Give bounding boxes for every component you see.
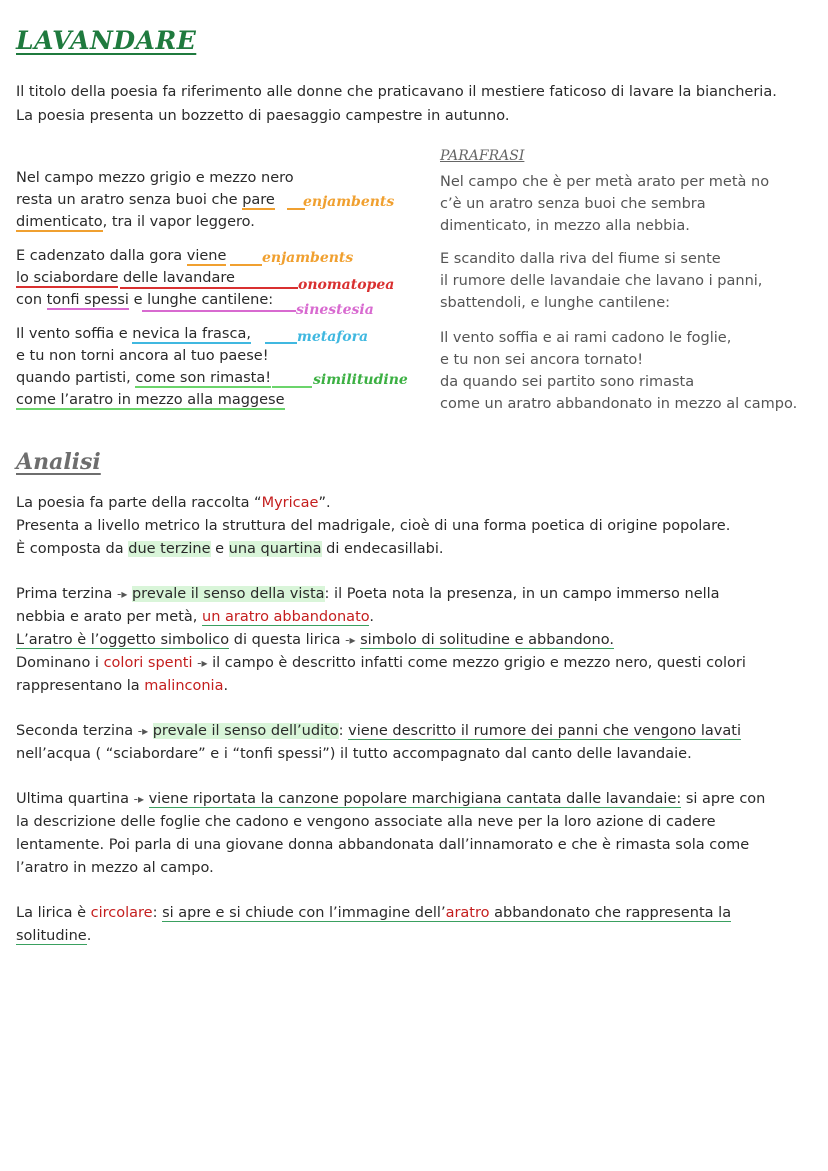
- figure-onomatopea: onomatopea: [298, 277, 395, 293]
- analysis-paragraph-3: Seconda terzina -▸ prevale il senso dell’udito: viene descritto il rumore dei panni che vengono lavati nell’acqua ( “sciabordare” e i “tonfi spessi”) il tutto accompagnato dal canto delle lavandaie.: [16, 723, 741, 762]
- poem-line: E cadenzato dalla gora viene: [16, 248, 227, 264]
- connector: [142, 310, 296, 312]
- figure-enjambents-2: enjambents: [262, 250, 354, 266]
- poem-line: Il vento soffia e nevica la frasca,: [16, 326, 251, 342]
- paraphrase-line: dimenticato, in mezzo alla nebbia.: [440, 218, 690, 234]
- paraphrase-line: E scandito dalla riva del fiume si sente: [440, 251, 721, 267]
- arrow-icon: -▸: [137, 724, 149, 738]
- figure-enjambents-1: enjambents: [303, 194, 395, 210]
- poem-line: Nel campo mezzo grigio e mezzo nero: [16, 170, 294, 186]
- arrow-icon: -▸: [345, 633, 356, 647]
- analysis-title: Analisi: [16, 449, 101, 475]
- poem-line: come l’aratro in mezzo alla maggese: [16, 392, 285, 408]
- poem-line: lo sciabordare delle lavandare: [16, 270, 235, 286]
- paraphrase-line: da quando sei partito sono rimasta: [440, 374, 695, 390]
- intro-line-2: La poesia presenta un bozzetto di paesaggio campestre in autunno.: [16, 108, 510, 124]
- paraphrase-heading: PARAFRASI: [440, 148, 525, 164]
- connector: [272, 386, 312, 388]
- page-title: LAVANDARE: [16, 26, 197, 55]
- poem-line: dimenticato, tra il vapor leggero.: [16, 214, 255, 230]
- analysis-body: [16, 492, 816, 970]
- paraphrase-line: il rumore delle lavandaie che lavano i panni,: [440, 273, 763, 289]
- paraphrase-line: Nel campo che è per metà arato per metà no: [440, 174, 770, 190]
- figure-metafora: metafora: [297, 329, 369, 345]
- poem-stanza-1: [16, 167, 294, 233]
- figure-sinestesia: sinestesia: [296, 302, 374, 318]
- poem-line: quando partisti, come son rimasta!: [16, 370, 272, 386]
- connector: [230, 264, 262, 266]
- paraphrase-stanza-2: [440, 248, 762, 314]
- figure-similitudine: similitudine: [313, 372, 408, 388]
- poem-line: con tonfi spessi e lunghe cantilene:: [16, 292, 274, 308]
- paraphrase-line: e tu non sei ancora tornato!: [440, 352, 644, 368]
- paraphrase-stanza-1: [440, 171, 769, 237]
- poem-line: resta un aratro senza buoi che pare: [16, 192, 275, 208]
- arrow-icon: -▸: [117, 587, 128, 601]
- analysis-paragraph-5: La lirica è circolare: si apre e si chiude con l’immagine dell’aratro abbandonato che rappresenta la solitudine.: [16, 905, 732, 944]
- analysis-paragraph-1: La poesia fa parte della raccolta “Myricae”. Presenta a livello metrico la struttura del madrigale, cioè di una forma poetica di origine popolare. È composta da due terzine e una quartina di endecasillabi.: [16, 495, 731, 557]
- arrow-icon: -▸: [133, 792, 144, 806]
- paraphrase-line: come un aratro abbandonato in mezzo al campo.: [440, 396, 798, 412]
- arrow-icon: -▸: [197, 656, 208, 670]
- paraphrase-line: Il vento soffia e ai rami cadono le foglie,: [440, 330, 732, 346]
- intro: [16, 80, 816, 128]
- paraphrase-line: sbattendoli, e lunghe cantilene:: [440, 295, 671, 311]
- analysis-paragraph-4: Ultima quartina -▸ viene riportata la canzone popolare marchigiana cantata dalle lavandaie: si apre con la descrizione delle foglie che cadono e vengono associate alla neve per la loro azione di cadere lentamente. Poi parla di una giovane donna abbandonata dall’innamorato e che è rimasta sola come l’aratro in mezzo al campo.: [16, 791, 766, 876]
- poem-stanza-3: [16, 323, 285, 411]
- paraphrase-line: c’è un aratro senza buoi che sembra: [440, 196, 706, 212]
- poem-line: e tu non torni ancora al tuo paese!: [16, 348, 269, 364]
- analysis-paragraph-2: Prima terzina -▸ prevale il senso della vista: il Poeta nota la presenza, in un campo immerso nella nebbia e arato per metà, un aratro abbandonato. L’aratro è l’oggetto simbolico di questa lirica -▸ simbolo di solitudine e abbandono. Dominano i colori spenti -▸ il campo è descritto infatti come mezzo grigio e mezzo nero, questi colori rappresentano la malinconia.: [16, 586, 746, 694]
- connector: [120, 287, 298, 289]
- paraphrase-stanza-3: [440, 327, 797, 415]
- intro-line-1: Il titolo della poesia fa riferimento alle donne che praticavano il mestiere faticoso di lavare la biancheria.: [16, 84, 777, 100]
- poem-stanza-2: [16, 245, 273, 311]
- connector: [265, 342, 297, 344]
